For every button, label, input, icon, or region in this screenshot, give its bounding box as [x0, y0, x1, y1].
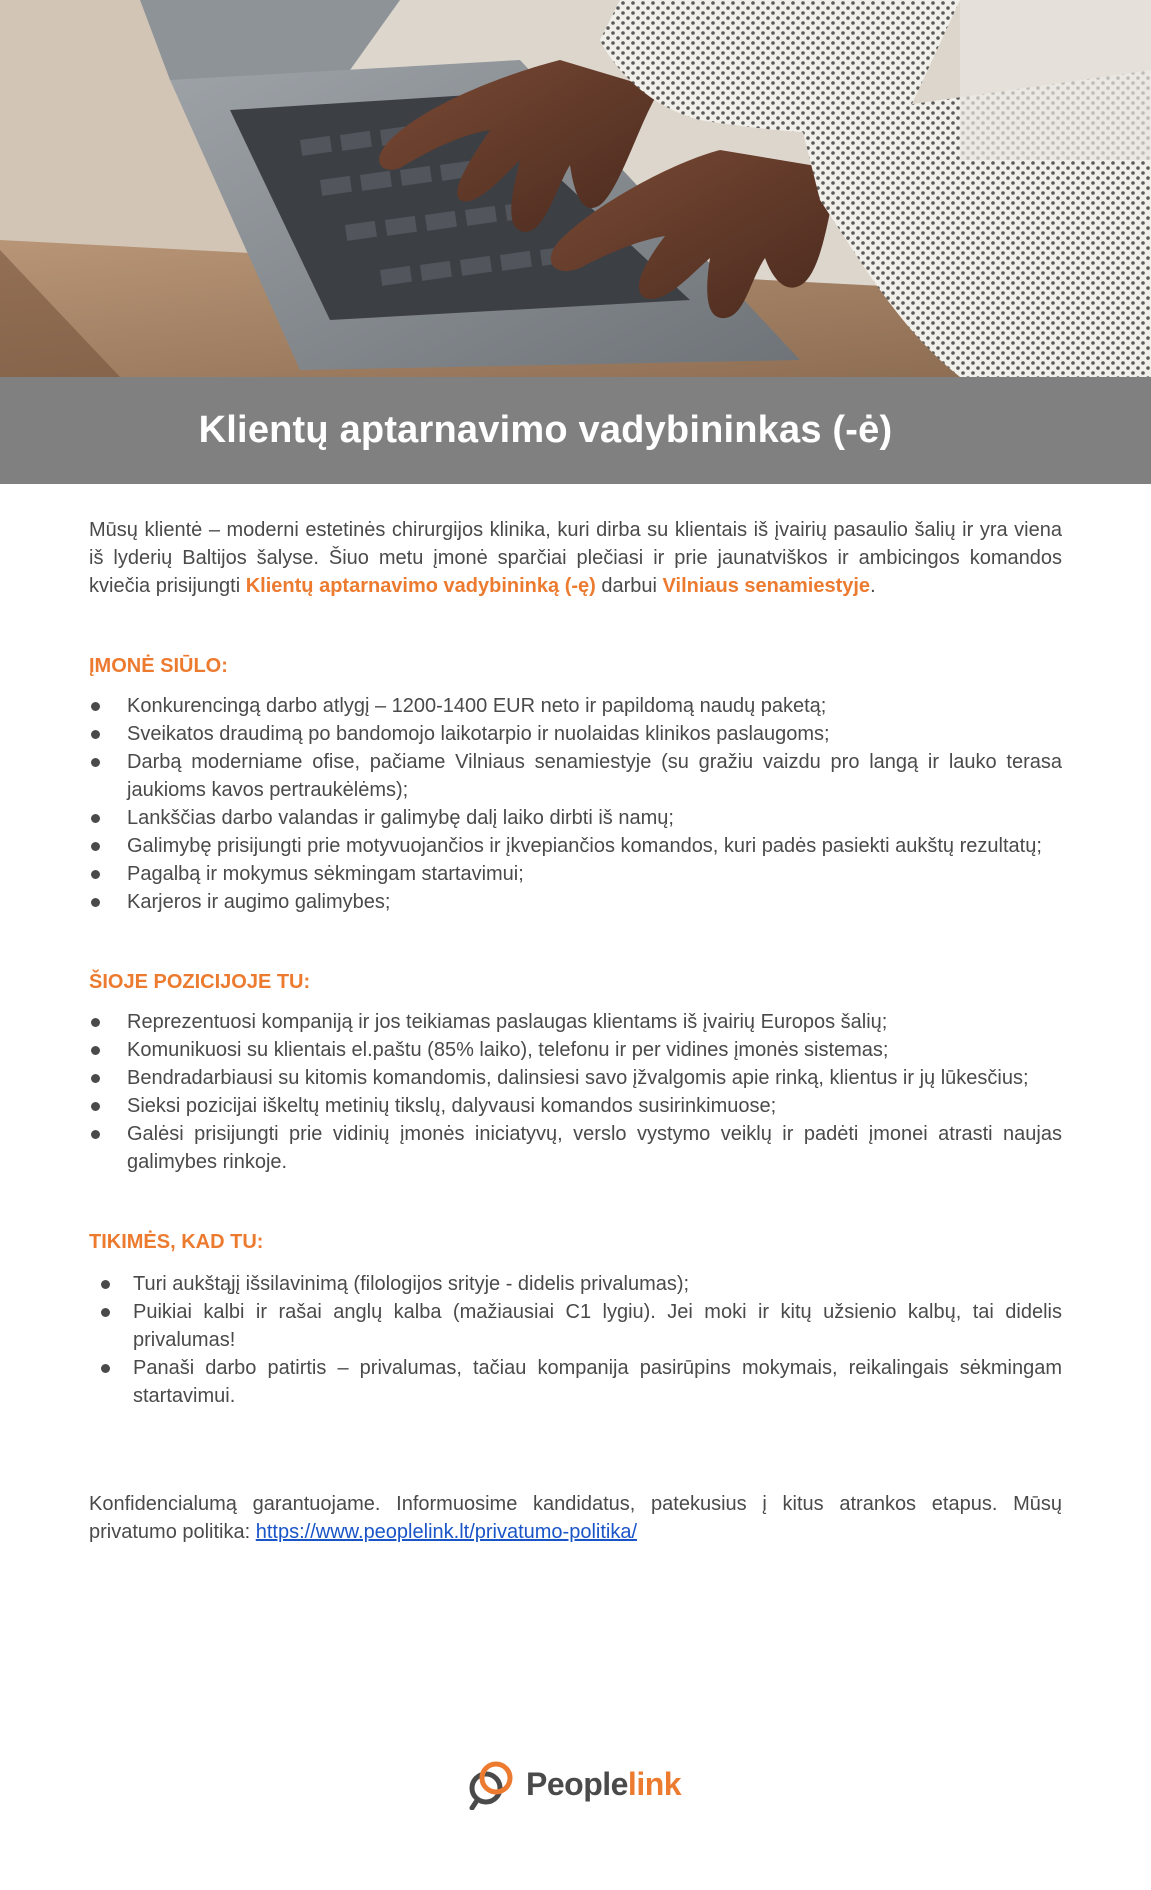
list-item-text: Darbą moderniame ofise, pačiame Vilniaus senamiestyje (su gražiu vaizdu pro langą ir lauko terasa jaukioms kavos pertraukėlėms); [127, 751, 1062, 801]
list-item-text: Lankščias darbo valandas ir galimybę dalį laiko dirbti iš namų; [127, 807, 674, 829]
bullet-icon [91, 1130, 100, 1139]
list-item [89, 860, 1062, 888]
privacy-text: Konfidencialumą garantuojame. Informuosime kandidatus, patekusius į kitus atrankos etapus. Mūsų privatumo politika: [89, 1493, 1062, 1543]
intro-text-3: . [870, 575, 876, 597]
list-item-text: Konkurencingą darbo atlygį – 1200-1400 EUR neto ir papildomą naudų paketą; [127, 695, 827, 717]
expect-list [89, 1270, 1062, 1410]
title-band [0, 377, 1151, 484]
intro-highlight-location: Vilniaus senamiestyje [662, 575, 871, 597]
privacy-policy-link[interactable]: https://www.peoplelink.lt/privatumo-politika/ [255, 1521, 638, 1543]
offer-section-title: ĮMONĖ SIŪLO: [89, 655, 228, 677]
privacy-note [89, 1490, 1062, 1546]
intro-text-2: darbui [595, 575, 663, 597]
bullet-icon [91, 702, 100, 711]
list-item-text: Galimybę prisijungti prie motyvuojančios ir įkvepiančios komandos, kuri padės pasiekti aukštų rezultatų; [127, 835, 1042, 857]
bullet-icon [91, 1046, 100, 1055]
expect-section-title: TIKIMĖS, KAD TU: [89, 1231, 264, 1253]
position-section-title: ŠIOJE POZICIJOJE TU: [89, 971, 311, 993]
intro-paragraph [89, 516, 1062, 600]
list-item-text: Sieksi pozicijai iškeltų metinių tikslų, dalyvausi komandos susirinkimuose; [127, 1095, 777, 1117]
list-item-text: Reprezentuosi kompaniją ir jos teikiamas paslaugas klientams iš įvairių Europos šalių; [127, 1011, 888, 1033]
list-item [89, 1036, 1062, 1064]
list-item-text: Galėsi prisijungti prie vidinių įmonės iniciatyvų, verslo vystymo veiklų ir padėti įmonei atrasti naujas galimybes rinkoje. [127, 1123, 1062, 1173]
list-item [89, 1092, 1062, 1120]
laptop-typing-photo [0, 0, 1151, 377]
list-item [89, 832, 1062, 860]
bullet-icon [91, 1018, 100, 1027]
bullet-icon [91, 730, 100, 739]
list-item [89, 1120, 1062, 1176]
list-item [89, 1298, 1062, 1354]
bullet-icon [91, 1074, 100, 1083]
bullet-icon [101, 1308, 110, 1317]
logo-wordmark-part1: People [526, 1765, 628, 1802]
list-item [89, 804, 1062, 832]
list-item [89, 1064, 1062, 1092]
hero-image [0, 0, 1151, 377]
bullet-icon [91, 814, 100, 823]
logo-wordmark [526, 1766, 681, 1803]
peoplelink-logo [466, 1756, 686, 1812]
list-item-text: Bendradarbiausi su kitomis komandomis, dalinsiesi savo įžvalgomis apie rinką, klientus ir jų lūkesčius; [127, 1067, 1029, 1089]
bullet-icon [101, 1280, 110, 1289]
list-item-text: Turi aukštąjį išsilavinimą (filologijos srityje - didelis privalumas); [133, 1273, 690, 1295]
bullet-icon [91, 842, 100, 851]
list-item-text: Karjeros ir augimo galimybes; [127, 891, 391, 913]
list-item [89, 692, 1062, 720]
bullet-icon [91, 758, 100, 767]
bullet-icon [91, 1102, 100, 1111]
job-description [89, 516, 1062, 1546]
list-item [89, 888, 1062, 916]
position-list [89, 1008, 1062, 1176]
list-item [89, 1354, 1062, 1410]
list-item-text: Puikiai kalbi ir rašai anglų kalba (mažiausiai C1 lygiu). Jei moki ir kitų užsienio kalbų, tai didelis privalumas! [133, 1301, 1062, 1351]
list-item [89, 1270, 1062, 1298]
list-item [89, 748, 1062, 804]
list-item [89, 720, 1062, 748]
logo-wordmark-part2: link [627, 1765, 682, 1802]
list-item-text: Pagalbą ir mokymus sėkmingam startavimui; [127, 863, 524, 885]
bullet-icon [91, 898, 100, 907]
offer-list [89, 692, 1062, 916]
bullet-icon [91, 870, 100, 879]
list-item-text: Komunikuosi su klientais el.paštu (85% laiko), telefonu ir per vidines įmonės sistemas; [127, 1039, 889, 1061]
page-title: Klientų aptarnavimo vadybininkas (-ė) [198, 409, 893, 451]
list-item [89, 1008, 1062, 1036]
list-item-text: Panaši darbo patirtis – privalumas, tačiau kompanija pasirūpins mokymais, reikalingais sėkmingam startavimui. [133, 1357, 1062, 1407]
intro-highlight-position: Klientų aptarnavimo vadybininką (-ę) [245, 575, 596, 597]
list-item-text: Sveikatos draudimą po bandomojo laikotarpio ir nuolaidas klinikos paslaugoms; [127, 723, 830, 745]
peoplelink-logo-icon [466, 1758, 518, 1810]
bullet-icon [101, 1364, 110, 1373]
intro-text-1: Mūsų klientė – moderni estetinės chirurgijos klinika, kuri dirba su klientais iš įvairių pasaulio šalių ir yra viena iš lyderių Baltijos šalyse. Šiuo metu įmonė sparčiai plečiasi ir prie jaunatviškos ir ambicingos komandos kviečia prisijungti [89, 519, 1062, 597]
